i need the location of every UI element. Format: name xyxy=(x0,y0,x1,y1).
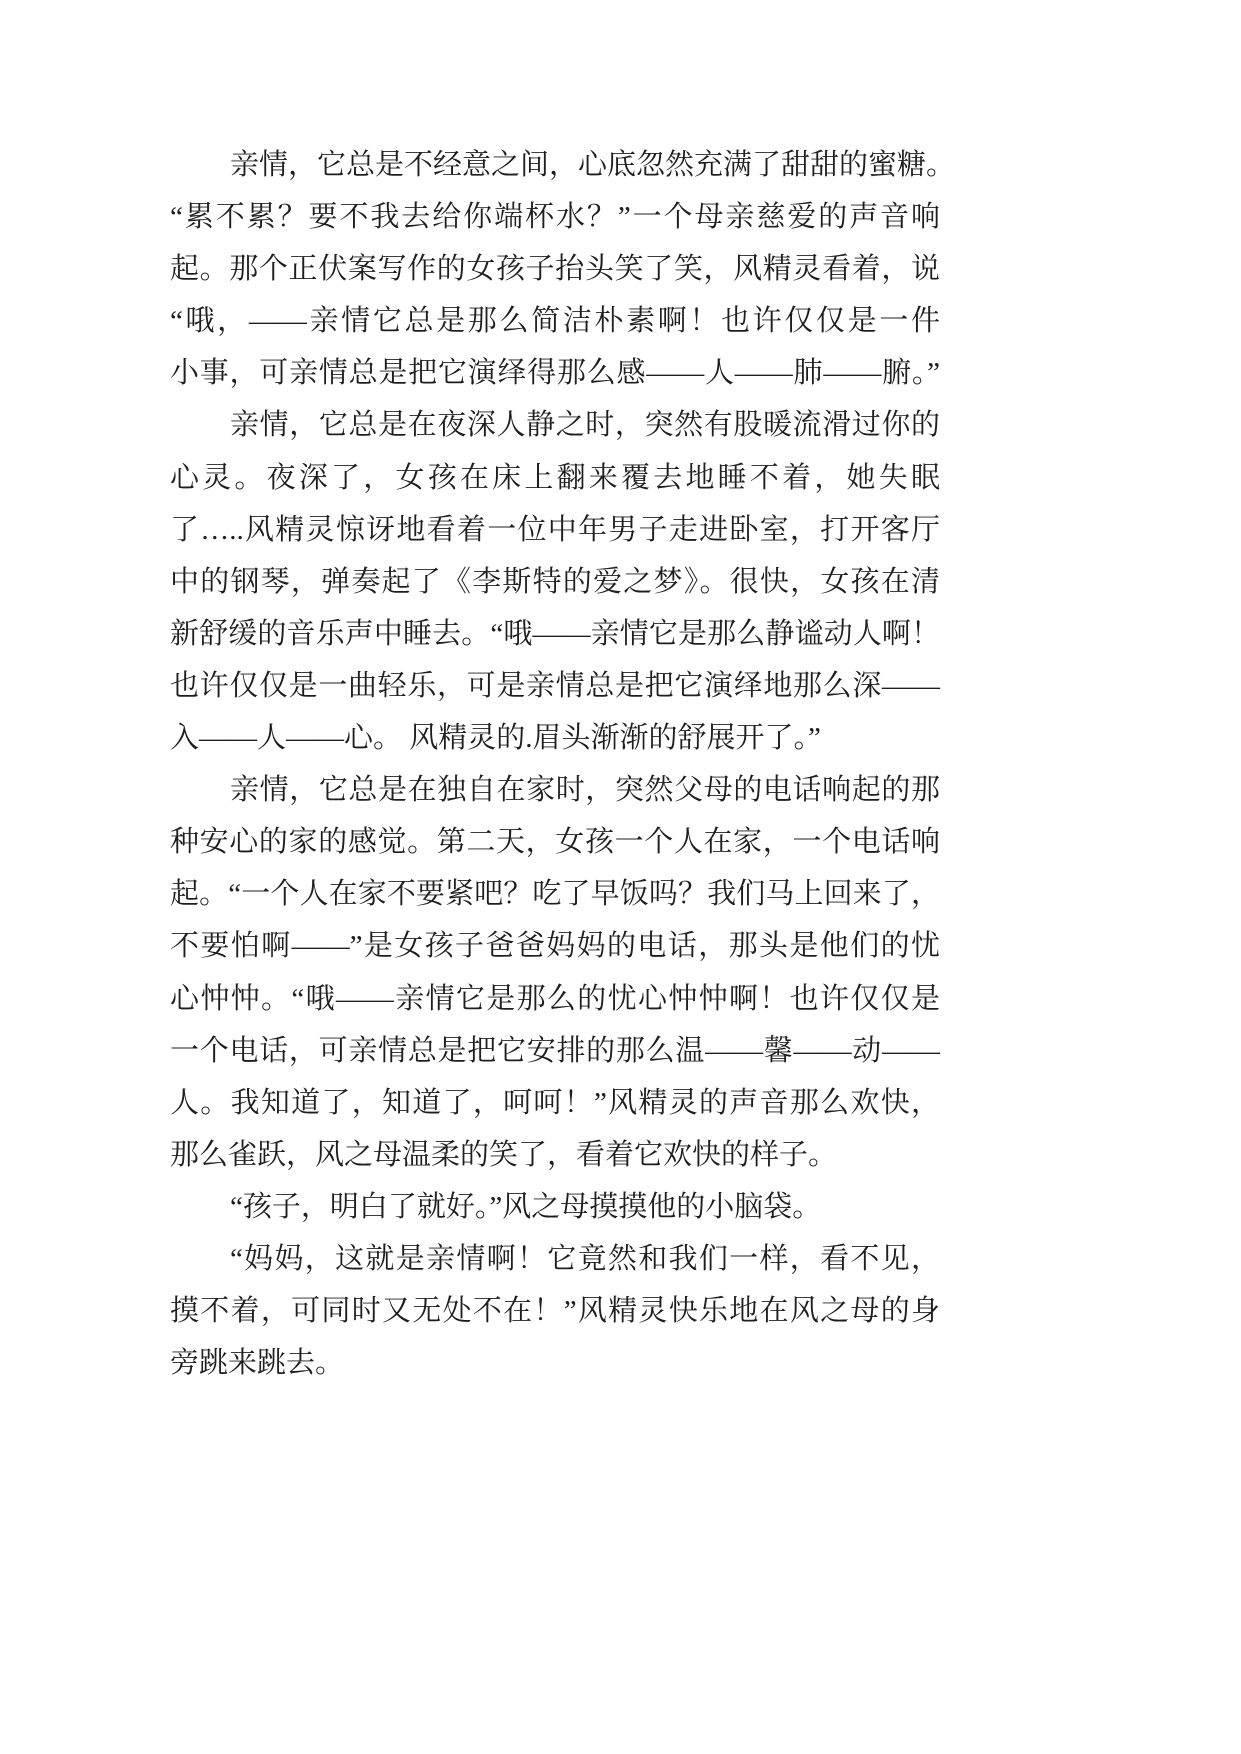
text-line: 摸不着，可同时又无处不在！”风精灵快乐地在风之母的身 xyxy=(170,1295,940,1328)
text-line: 亲情，它总是在独自在家时，突然父母的电话响起的那 xyxy=(230,774,940,807)
text-line: 旁跳来跳去。 xyxy=(170,1347,345,1380)
text-line: 起。“一个人在家不要紧吧？吃了早饭吗？我们马上回来了， xyxy=(170,878,940,911)
paragraph xyxy=(170,399,940,764)
text-line: 心灵。夜深了，女孩在床上翻来覆去地睡不着，她失眠 xyxy=(170,461,940,494)
text-line: 种安心的家的感觉。第二天，女孩一个人在家，一个电话响 xyxy=(170,826,940,859)
text-line: 那么雀跃，风之母温柔的笑了，看着它欢快的样子。 xyxy=(170,1138,838,1171)
text-line: 中的钢琴，弹奏起了《李斯特的爱之梦》。很快，女孩在清 xyxy=(170,565,940,598)
text-line: 不要怕啊——”是女孩子爸爸妈妈的电话，那头是他们的忧 xyxy=(170,930,940,963)
text-line: 人。我知道了，知道了，呵呵！”风精灵的声音那么欢快， xyxy=(170,1086,940,1119)
text-line: “妈妈，这就是亲情啊！它竟然和我们一样，看不见， xyxy=(230,1242,940,1275)
text-line: 小事，可亲情总是把它演绎得那么感——人——肺——腑。” xyxy=(170,357,940,390)
paragraph xyxy=(170,764,940,1181)
text-line: “哦，——亲情它总是那么简洁朴素啊！也许仅仅是一件 xyxy=(170,305,940,338)
text-line: 心忡忡。“哦——亲情它是那么的忧心忡忡啊！也许仅仅是 xyxy=(170,982,940,1015)
text-line: “累不累？要不我去给你端杯水？”一个母亲慈爱的声音响 xyxy=(170,201,940,234)
text-line: 了…..风精灵惊讶地看着一位中年男子走进卧室，打开客厅 xyxy=(170,513,940,546)
text-line: 起。那个正伏案写作的女孩子抬头笑了笑，风精灵看着，说 xyxy=(170,253,940,286)
text-line: “孩子，明白了就好。”风之母摸摸他的小脑袋。 xyxy=(230,1190,822,1223)
document-body xyxy=(170,139,956,1389)
text-line: 一个电话，可亲情总是把它安排的那么温——馨——动—— xyxy=(170,1034,940,1067)
paragraph xyxy=(170,139,956,399)
text-line: 新舒缓的音乐声中睡去。“哦——亲情它是那么静谧动人啊！ xyxy=(170,617,940,650)
paragraph xyxy=(170,1181,940,1233)
text-line: 入——人——心。 风精灵的.眉头渐渐的舒展开了。” xyxy=(170,722,821,755)
text-line: 也许仅仅是一曲轻乐，可是亲情总是把它演绎地那么深—— xyxy=(170,669,940,702)
text-line: 亲情，它总是在夜深人静之时，突然有股暖流滑过你的 xyxy=(230,409,940,442)
paragraph xyxy=(170,1233,940,1389)
text-line: 亲情，它总是不经意之间，心底忽然充满了甜甜的蜜糖。 xyxy=(230,149,956,181)
